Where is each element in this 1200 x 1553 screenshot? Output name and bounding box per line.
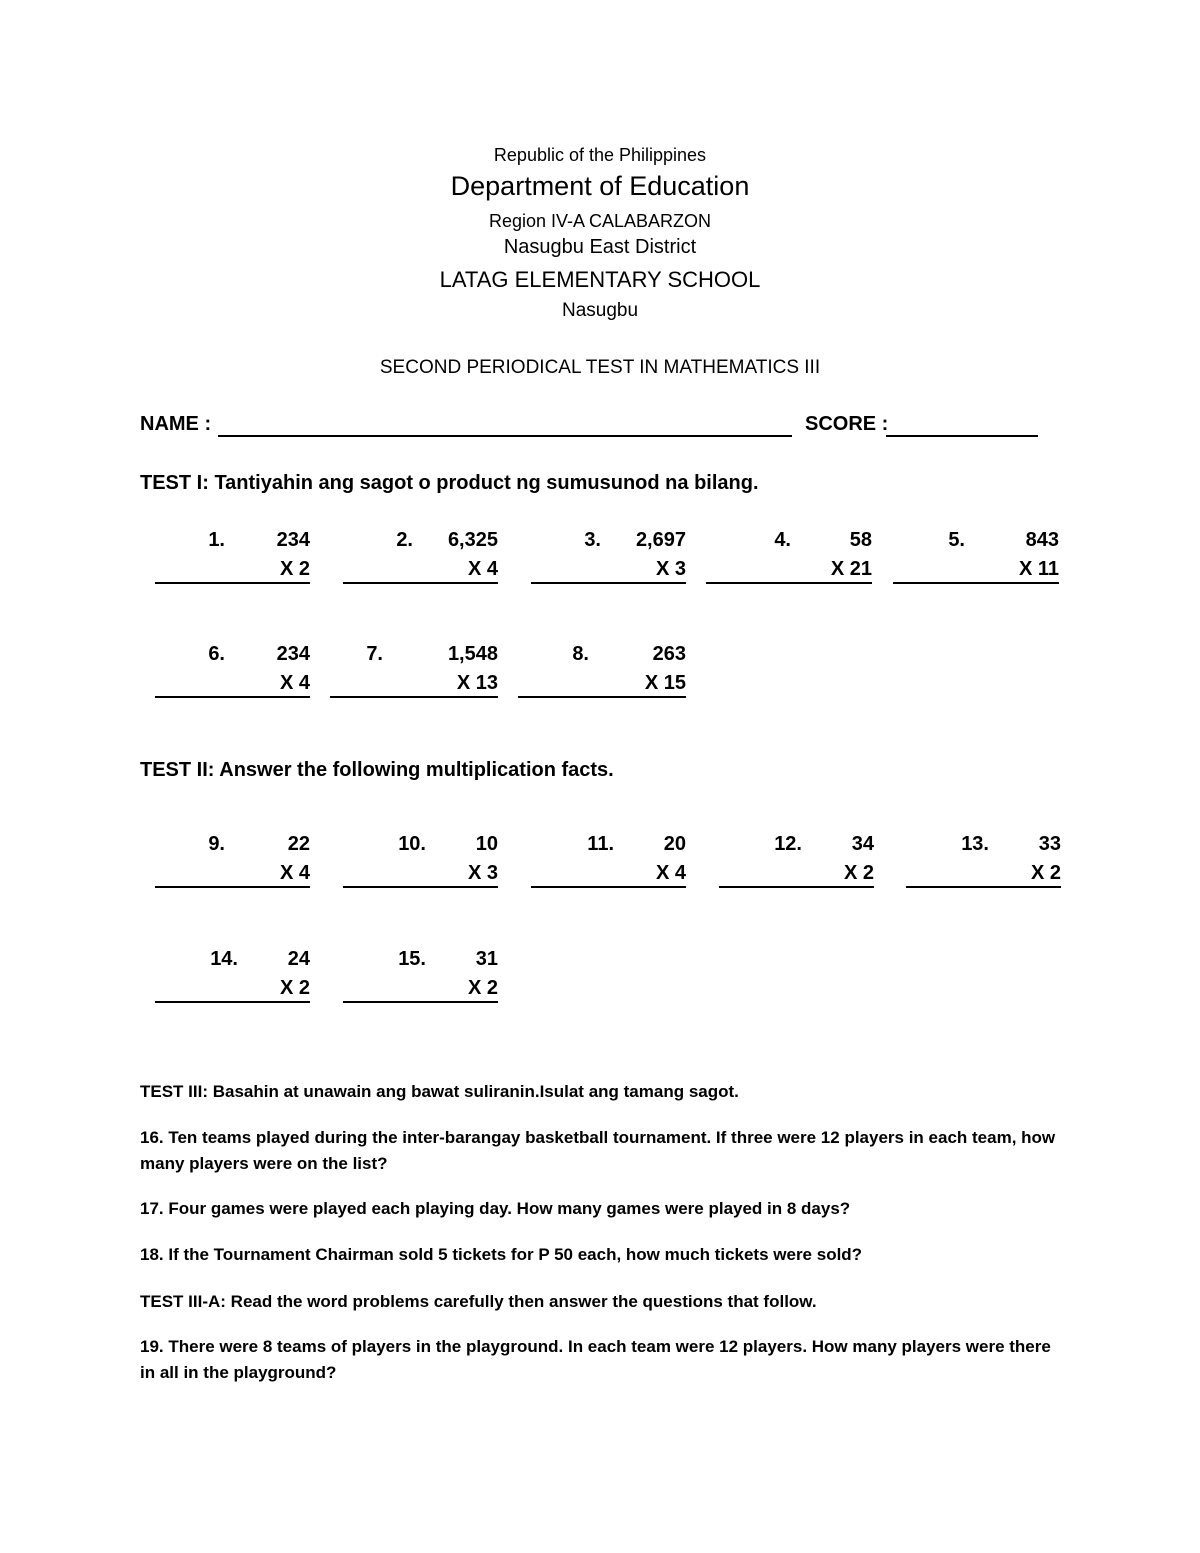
multiplier: X 4 <box>467 558 498 580</box>
problem-10 <box>343 833 498 903</box>
problem-8 <box>518 643 686 713</box>
answer-line[interactable] <box>343 862 498 888</box>
problem-number: 12. <box>774 833 802 855</box>
republic-line: Republic of the Philippines <box>493 145 707 165</box>
answer-line[interactable] <box>343 977 498 1003</box>
answer-line[interactable] <box>155 862 310 888</box>
multiplicand: 31 <box>475 948 498 970</box>
problem-13 <box>906 833 1061 903</box>
problem-number: 10. <box>398 833 426 855</box>
score-label: SCORE : <box>805 413 889 435</box>
question-16: 16. Ten teams played during the inter-barangay basketball tournament. If three were 12 players in each team, how many players were on the list? <box>140 1128 1056 1173</box>
multiplier: X 2 <box>843 862 874 884</box>
problem-4 <box>706 529 872 599</box>
multiplicand: 10 <box>475 833 498 855</box>
problem-11 <box>531 833 686 903</box>
answer-line[interactable] <box>155 558 310 584</box>
answer-line[interactable] <box>906 862 1061 888</box>
multiplier: X 2 <box>1030 862 1061 884</box>
problem-number: 11. <box>587 833 614 855</box>
multiplicand: 58 <box>849 529 872 551</box>
multiplier: X 3 <box>467 862 498 884</box>
answer-line[interactable] <box>518 672 686 698</box>
multiplier: X 4 <box>279 862 310 884</box>
problem-number: 5. <box>948 529 965 551</box>
question-18: 18. If the Tournament Chairman sold 5 tickets for P 50 each, how much tickets were sold? <box>140 1245 863 1264</box>
problem-3 <box>531 529 686 599</box>
name-field[interactable] <box>218 435 792 437</box>
multiplicand: 20 <box>663 833 686 855</box>
answer-line[interactable] <box>330 672 498 698</box>
problem-12 <box>719 833 874 903</box>
multiplier: X 21 <box>830 558 872 580</box>
multiplicand: 34 <box>851 833 874 855</box>
town-line: Nasugbu <box>561 300 639 321</box>
problem-number: 8. <box>572 643 589 665</box>
test3a-instruction: TEST III-A: Read the word problems carefully then answer the questions that follow. <box>140 1292 817 1311</box>
multiplier: X 2 <box>279 977 310 999</box>
region-line: Region IV-A CALABARZON <box>488 211 712 231</box>
problem-2 <box>343 529 498 599</box>
problem-6 <box>155 643 310 713</box>
multiplicand: 263 <box>652 643 686 665</box>
test2-instruction: TEST II: Answer the following multiplication facts. <box>140 759 614 781</box>
problem-15 <box>343 948 498 1018</box>
multiplicand: 22 <box>287 833 310 855</box>
answer-line[interactable] <box>531 558 686 584</box>
answer-line[interactable] <box>155 672 310 698</box>
multiplicand: 2,697 <box>635 529 686 551</box>
answer-line[interactable] <box>893 558 1059 584</box>
multiplier: X 2 <box>467 977 498 999</box>
question-19: 19. There were 8 teams of players in the playground. In each team were 12 players. How many players were there in all in the playground? <box>140 1337 1051 1382</box>
problem-number: 14. <box>210 948 238 970</box>
multiplicand: 33 <box>1038 833 1061 855</box>
multiplier: X 11 <box>1018 558 1059 580</box>
multiplicand: 843 <box>1025 529 1059 551</box>
multiplicand: 24 <box>287 948 310 970</box>
problem-number: 1. <box>208 529 225 551</box>
district-line: Nasugbu East District <box>503 236 697 258</box>
problem-14 <box>155 948 310 1018</box>
problem-9 <box>155 833 310 903</box>
multiplicand: 234 <box>276 529 310 551</box>
department-title: Department of Education <box>450 171 750 201</box>
problem-number: 6. <box>208 643 225 665</box>
test1-instruction: TEST I: Tantiyahin ang sagot o product ng sumusunod na bilang. <box>140 472 759 494</box>
name-label: NAME : <box>140 413 212 435</box>
answer-line[interactable] <box>155 977 310 1003</box>
problem-number: 2. <box>396 529 413 551</box>
problem-number: 4. <box>774 529 791 551</box>
multiplier: X 4 <box>279 672 310 694</box>
multiplier: X 15 <box>644 672 686 694</box>
multiplier: X 13 <box>456 672 498 694</box>
problem-number: 3. <box>584 529 601 551</box>
multiplicand: 234 <box>276 643 310 665</box>
answer-line[interactable] <box>719 862 874 888</box>
question-17: 17. Four games were played each playing day. How many games were played in 8 days? <box>140 1199 851 1218</box>
test-title: SECOND PERIODICAL TEST IN MATHEMATICS III <box>379 357 821 378</box>
score-field[interactable] <box>886 435 1038 437</box>
problem-number: 7. <box>366 643 383 665</box>
multiplicand: 6,325 <box>447 529 498 551</box>
answer-line[interactable] <box>531 862 686 888</box>
test3-instruction: TEST III: Basahin at unawain ang bawat suliranin.Isulat ang tamang sagot. <box>140 1082 739 1101</box>
problem-number: 13. <box>961 833 989 855</box>
problem-number: 9. <box>208 833 225 855</box>
problem-number: 15. <box>398 948 426 970</box>
answer-line[interactable] <box>706 558 872 584</box>
multiplier: X 2 <box>279 558 310 580</box>
answer-line[interactable] <box>343 558 498 584</box>
multiplier: X 3 <box>655 558 686 580</box>
multiplier: X 4 <box>655 862 686 884</box>
school-name: LATAG ELEMENTARY SCHOOL <box>439 267 761 292</box>
problem-7 <box>330 643 498 713</box>
multiplicand: 1,548 <box>447 643 498 665</box>
problem-1 <box>155 529 310 599</box>
problem-5 <box>893 529 1059 599</box>
